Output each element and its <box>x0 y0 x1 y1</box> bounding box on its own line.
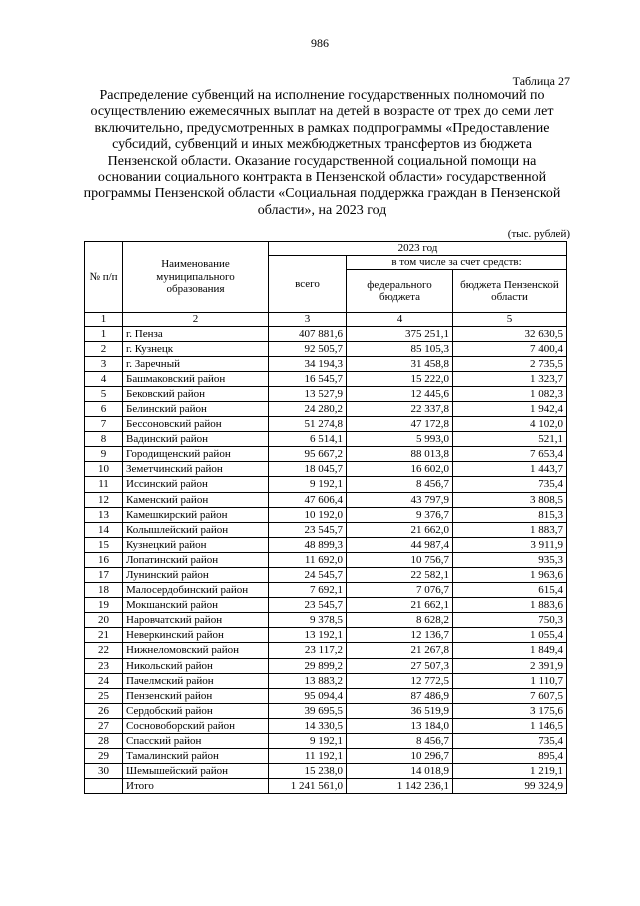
header-total: всего <box>269 256 347 313</box>
row-number: 20 <box>85 613 123 628</box>
row-federal: 14 018,9 <box>347 764 453 779</box>
row-municipality: Нижнеломовский район <box>123 643 269 658</box>
row-municipality: Малосердобинский район <box>123 583 269 598</box>
row-municipality: Колышлейский район <box>123 522 269 537</box>
table-row <box>85 703 567 718</box>
row-total: 51 274,8 <box>269 417 347 432</box>
row-number: 7 <box>85 417 123 432</box>
table-row <box>85 583 567 598</box>
row-federal: 21 662,0 <box>347 522 453 537</box>
total-row <box>85 779 567 794</box>
row-regional: 3 808,5 <box>453 492 567 507</box>
row-number: 26 <box>85 703 123 718</box>
header-index: 4 <box>347 313 453 327</box>
row-federal: 8 628,2 <box>347 613 453 628</box>
row-municipality: Лунинский район <box>123 568 269 583</box>
row-total: 13 883,2 <box>269 673 347 688</box>
row-regional: 1 110,7 <box>453 673 567 688</box>
row-total: 7 692,1 <box>269 583 347 598</box>
row-federal: 12 772,5 <box>347 673 453 688</box>
table-row <box>85 492 567 507</box>
row-regional: 1 146,5 <box>453 718 567 733</box>
row-number: 3 <box>85 356 123 371</box>
header-index: 3 <box>269 313 347 327</box>
row-total: 9 192,1 <box>269 734 347 749</box>
row-federal: 10 296,7 <box>347 749 453 764</box>
row-municipality: Неверкинский район <box>123 628 269 643</box>
row-federal: 13 184,0 <box>347 718 453 733</box>
row-federal: 7 076,7 <box>347 583 453 598</box>
row-municipality: Камешкирский район <box>123 507 269 522</box>
row-federal: 21 267,8 <box>347 643 453 658</box>
row-number: 24 <box>85 673 123 688</box>
table-row <box>85 628 567 643</box>
table-row <box>85 568 567 583</box>
header-index: 1 <box>85 313 123 327</box>
row-number: 11 <box>85 477 123 492</box>
row-total: 95 667,2 <box>269 447 347 462</box>
row-regional: 750,3 <box>453 613 567 628</box>
row-total: 39 695,5 <box>269 703 347 718</box>
row-federal: 8 456,7 <box>347 477 453 492</box>
row-regional: 1 219,1 <box>453 764 567 779</box>
row-total: 18 045,7 <box>269 462 347 477</box>
table-row <box>85 462 567 477</box>
row-total: 14 330,5 <box>269 718 347 733</box>
table-row <box>85 447 567 462</box>
row-municipality: Шемышейский район <box>123 764 269 779</box>
row-number: 19 <box>85 598 123 613</box>
row-federal: 27 507,3 <box>347 658 453 673</box>
table-row <box>85 477 567 492</box>
table-row <box>85 598 567 613</box>
row-municipality: Кузнецкий район <box>123 537 269 552</box>
header-federal: федерального бюджета <box>347 270 453 313</box>
row-municipality: Сосновоборский район <box>123 718 269 733</box>
row-number: 28 <box>85 734 123 749</box>
table-row <box>85 673 567 688</box>
row-federal: 10 756,7 <box>347 552 453 567</box>
header-name: Наименование муниципального образования <box>123 242 269 313</box>
row-regional: 935,3 <box>453 552 567 567</box>
table-row <box>85 386 567 401</box>
row-regional: 735,4 <box>453 734 567 749</box>
row-federal: 375 251,1 <box>347 326 453 341</box>
row-municipality: Белинский район <box>123 401 269 416</box>
row-total: 16 545,7 <box>269 371 347 386</box>
row-municipality: Наровчатский район <box>123 613 269 628</box>
row-number: 29 <box>85 749 123 764</box>
table-row <box>85 507 567 522</box>
row-total: 29 899,2 <box>269 658 347 673</box>
row-regional: 1 082,3 <box>453 386 567 401</box>
row-municipality: Иссинский район <box>123 477 269 492</box>
row-total: 48 899,3 <box>269 537 347 552</box>
row-municipality: Каменский район <box>123 492 269 507</box>
row-total: 95 094,4 <box>269 688 347 703</box>
row-total: 47 606,4 <box>269 492 347 507</box>
row-municipality: Сердобский район <box>123 703 269 718</box>
row-number: 27 <box>85 718 123 733</box>
row-federal: 16 602,0 <box>347 462 453 477</box>
row-total: 24 545,7 <box>269 568 347 583</box>
row-regional: 615,4 <box>453 583 567 598</box>
row-total: 11 692,0 <box>269 552 347 567</box>
row-regional: 1 883,7 <box>453 522 567 537</box>
table-row <box>85 432 567 447</box>
row-number: 5 <box>85 386 123 401</box>
row-total: 11 192,1 <box>269 749 347 764</box>
table-row <box>85 764 567 779</box>
header-including: в том числе за счет средств: <box>347 256 567 270</box>
table-row <box>85 417 567 432</box>
row-total: 13 527,9 <box>269 386 347 401</box>
row-number: 17 <box>85 568 123 583</box>
row-regional: 1 963,6 <box>453 568 567 583</box>
row-federal: 15 222,0 <box>347 371 453 386</box>
row-total: 23 545,7 <box>269 598 347 613</box>
row-regional: 3 911,9 <box>453 537 567 552</box>
total-row-regional: 99 324,9 <box>453 779 567 794</box>
total-row-total: 1 241 561,0 <box>269 779 347 794</box>
row-federal: 9 376,7 <box>347 507 453 522</box>
row-regional: 1 942,4 <box>453 401 567 416</box>
row-federal: 43 797,9 <box>347 492 453 507</box>
row-municipality: г. Пенза <box>123 326 269 341</box>
table-row <box>85 643 567 658</box>
total-row-federal: 1 142 236,1 <box>347 779 453 794</box>
table-row <box>85 537 567 552</box>
table-row <box>85 613 567 628</box>
row-number: 9 <box>85 447 123 462</box>
row-total: 92 505,7 <box>269 341 347 356</box>
row-number: 30 <box>85 764 123 779</box>
row-number: 2 <box>85 341 123 356</box>
row-regional: 32 630,5 <box>453 326 567 341</box>
row-number: 6 <box>85 401 123 416</box>
row-municipality: Лопатинский район <box>123 552 269 567</box>
table-row <box>85 522 567 537</box>
total-row-number <box>85 779 123 794</box>
table-row <box>85 401 567 416</box>
row-number: 13 <box>85 507 123 522</box>
row-federal: 31 458,8 <box>347 356 453 371</box>
row-regional: 895,4 <box>453 749 567 764</box>
row-number: 18 <box>85 583 123 598</box>
row-federal: 22 337,8 <box>347 401 453 416</box>
row-total: 407 881,6 <box>269 326 347 341</box>
row-regional: 1 323,7 <box>453 371 567 386</box>
table-row <box>85 749 567 764</box>
row-number: 1 <box>85 326 123 341</box>
row-total: 9 378,5 <box>269 613 347 628</box>
row-municipality: Земетчинский район <box>123 462 269 477</box>
table-row <box>85 734 567 749</box>
header-regional: бюджета Пензенской области <box>453 270 567 313</box>
row-total: 6 514,1 <box>269 432 347 447</box>
row-federal: 12 136,7 <box>347 628 453 643</box>
header-year: 2023 год <box>269 242 567 256</box>
row-regional: 2 735,5 <box>453 356 567 371</box>
row-regional: 4 102,0 <box>453 417 567 432</box>
row-municipality: г. Заречный <box>123 356 269 371</box>
row-municipality: Тамалинский район <box>123 749 269 764</box>
row-federal: 12 445,6 <box>347 386 453 401</box>
table-row <box>85 371 567 386</box>
row-municipality: Вадинский район <box>123 432 269 447</box>
header-index: 5 <box>453 313 567 327</box>
row-federal: 36 519,9 <box>347 703 453 718</box>
row-number: 21 <box>85 628 123 643</box>
document-title: Распределение субвенций на исполнение государственных полномочий по осуществлению ежемесячных выплат на детей в возрасте от трех до семи лет включительно, предусмотренных в рамках подпрограммы «Предоставление субсидий, субвенций и иных межбюджетных трансфертов из бюджета Пензенской области. Оказание государственной социальной помощи на основании социального контракта в Пензенской области» государственной программы Пензенской области «Социальная поддержка граждан в Пензенской области», на 2023 год <box>83 88 561 218</box>
row-total: 10 192,0 <box>269 507 347 522</box>
row-regional: 2 391,9 <box>453 658 567 673</box>
row-number: 25 <box>85 688 123 703</box>
table-row <box>85 356 567 371</box>
row-regional: 1 055,4 <box>453 628 567 643</box>
table-row <box>85 326 567 341</box>
row-number: 23 <box>85 658 123 673</box>
table-row <box>85 688 567 703</box>
row-number: 8 <box>85 432 123 447</box>
total-row-label: Итого <box>123 779 269 794</box>
row-federal: 87 486,9 <box>347 688 453 703</box>
row-municipality: Спасский район <box>123 734 269 749</box>
row-regional: 1 443,7 <box>453 462 567 477</box>
row-regional: 815,3 <box>453 507 567 522</box>
header-index: 2 <box>123 313 269 327</box>
row-municipality: Бессоновский район <box>123 417 269 432</box>
row-municipality: Пачелмский район <box>123 673 269 688</box>
row-federal: 44 987,4 <box>347 537 453 552</box>
row-regional: 7 607,5 <box>453 688 567 703</box>
row-total: 24 280,2 <box>269 401 347 416</box>
table-label: Таблица 27 <box>512 74 570 88</box>
row-regional: 1 883,6 <box>453 598 567 613</box>
row-regional: 3 175,6 <box>453 703 567 718</box>
row-federal: 22 582,1 <box>347 568 453 583</box>
table-row <box>85 658 567 673</box>
table-row <box>85 552 567 567</box>
row-federal: 8 456,7 <box>347 734 453 749</box>
row-number: 15 <box>85 537 123 552</box>
row-federal: 88 013,8 <box>347 447 453 462</box>
row-municipality: г. Кузнецк <box>123 341 269 356</box>
row-municipality: Бековский район <box>123 386 269 401</box>
row-municipality: Городищенский район <box>123 447 269 462</box>
row-total: 13 192,1 <box>269 628 347 643</box>
row-number: 22 <box>85 643 123 658</box>
table-row <box>85 341 567 356</box>
table-row <box>85 718 567 733</box>
row-number: 4 <box>85 371 123 386</box>
row-total: 34 194,3 <box>269 356 347 371</box>
row-number: 12 <box>85 492 123 507</box>
row-total: 23 545,7 <box>269 522 347 537</box>
row-regional: 7 653,4 <box>453 447 567 462</box>
row-total: 23 117,2 <box>269 643 347 658</box>
row-municipality: Мокшанский район <box>123 598 269 613</box>
row-regional: 521,1 <box>453 432 567 447</box>
row-total: 15 238,0 <box>269 764 347 779</box>
row-federal: 21 662,1 <box>347 598 453 613</box>
row-regional: 7 400,4 <box>453 341 567 356</box>
row-federal: 5 993,0 <box>347 432 453 447</box>
row-number: 16 <box>85 552 123 567</box>
row-regional: 735,4 <box>453 477 567 492</box>
row-municipality: Никольский район <box>123 658 269 673</box>
row-total: 9 192,1 <box>269 477 347 492</box>
row-number: 14 <box>85 522 123 537</box>
row-municipality: Пензенский район <box>123 688 269 703</box>
table-body <box>85 326 567 779</box>
row-federal: 85 105,3 <box>347 341 453 356</box>
row-federal: 47 172,8 <box>347 417 453 432</box>
page-number: 986 <box>311 36 329 50</box>
header-number: № п/п <box>85 242 123 313</box>
subvention-table <box>84 241 567 794</box>
unit-note: (тыс. рублей) <box>507 228 570 240</box>
row-number: 10 <box>85 462 123 477</box>
row-municipality: Башмаковский район <box>123 371 269 386</box>
row-regional: 1 849,4 <box>453 643 567 658</box>
